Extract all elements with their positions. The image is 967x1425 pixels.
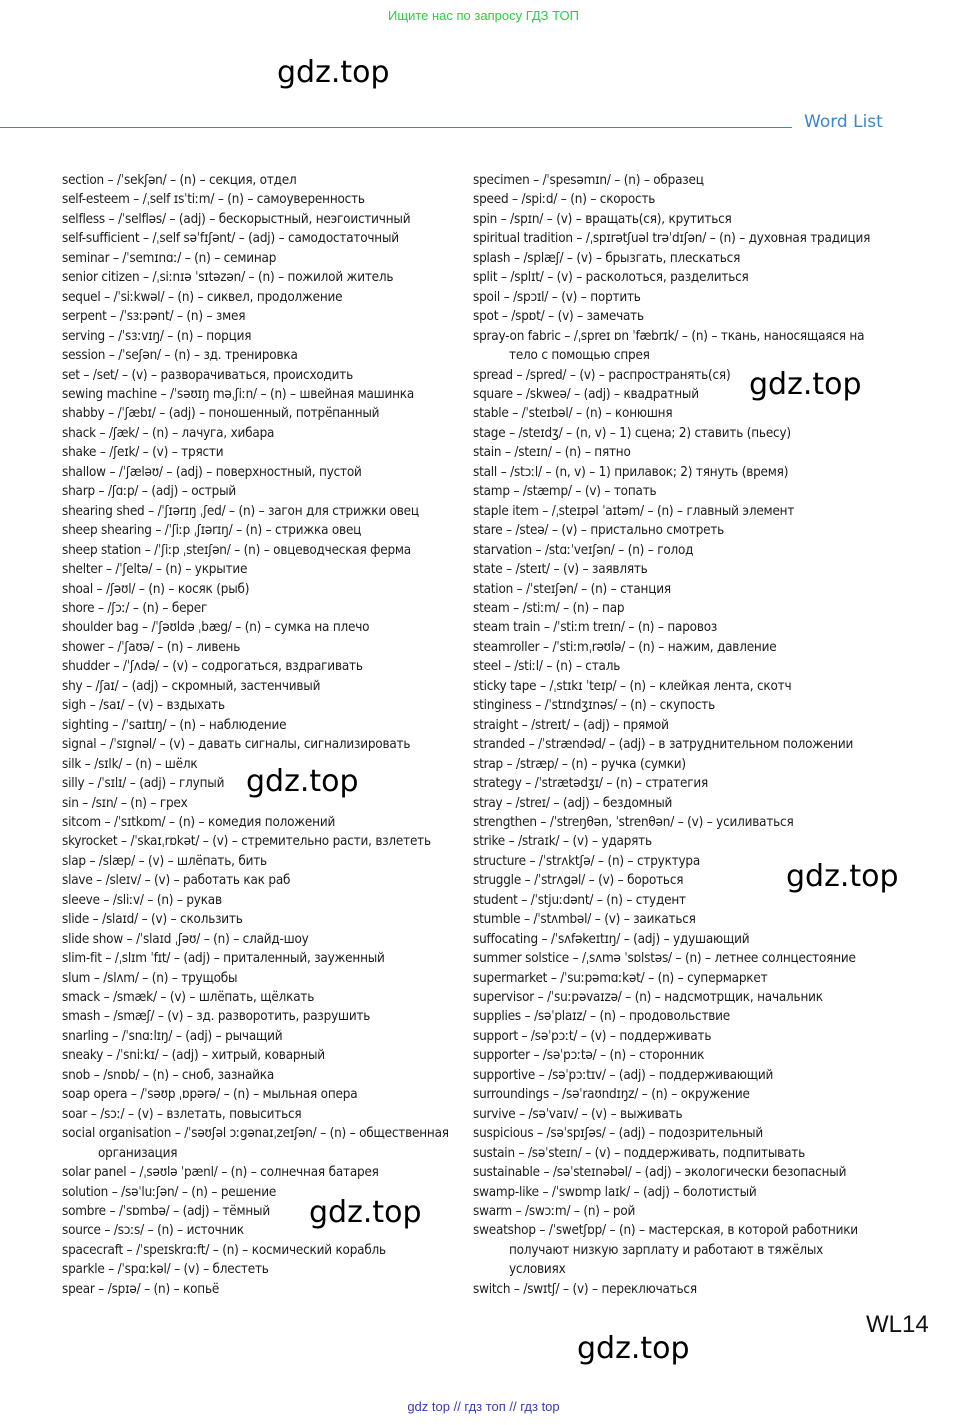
watermark: gdz.top	[577, 1331, 690, 1366]
word-entry: shoal – /ʃəʊl/ – (n) – косяк (рыб)	[62, 581, 250, 597]
word-entry: specimen – /ˈspesəmɪn/ – (n) – образец	[473, 173, 704, 188]
word-entry: spacecraft – /ˈspeɪskrɑːft/ – (n) – космический корабль	[62, 1242, 386, 1258]
word-entry: steam – /stiːm/ – (n) – пар	[473, 600, 625, 616]
word-entry: shoulder bag – /ˈʃəʊldə ˌbæg/ – (n) – сумка на плечо	[62, 620, 370, 636]
word-entry: sparkle – /ˈspɑːkəl/ – (v) – блестеть	[62, 1262, 269, 1278]
word-entry: stamp – /stæmp/ – (v) – топать	[473, 484, 657, 500]
header-divider	[0, 127, 792, 128]
word-entry: shower – /ˈʃaʊə/ – (n) – ливень	[62, 639, 241, 655]
word-entry: slap – /slæp/ – (v) – шлёпать, бить	[62, 853, 267, 869]
word-entry: supporter – /səˈpɔːtə/ – (n) – сторонник	[473, 1048, 705, 1064]
word-entry: stranded – /ˈstrændəd/ – (adj) – в затруднительном положении	[473, 737, 854, 753]
word-entry: sharp – /ʃɑːp/ – (adj) – острый	[62, 484, 237, 500]
word-entry: swarm – /swɔːm/ – (n) – рой	[473, 1204, 636, 1220]
word-entry: sigh – /saɪ/ – (v) – вздыхать	[62, 698, 225, 714]
word-entry: shudder – /ˈʃʌdə/ – (v) – содрогаться, вздрагивать	[62, 659, 363, 675]
word-entry: senior citizen – /ˌsiːnɪə ˈsɪtəzən/ – (n) – пожилой житель	[62, 270, 394, 286]
word-entry: steam train – /ˈstiːm treɪn/ – (n) – паровоз	[473, 620, 718, 636]
watermark: gdz.top	[309, 1195, 422, 1230]
word-entry: shack – /ʃæk/ – (n) – лачуга, хибара	[62, 425, 275, 441]
word-entry: social organisation – /ˈsəʊʃəl ɔːgənaɪˌzeɪʃən/ – (n) – общественная организация	[62, 1126, 449, 1161]
word-entry: supervisor – /ˈsuːpəvaɪzə/ – (n) – надсмотрщик, начальник	[473, 990, 823, 1006]
word-entry: smash – /smæʃ/ – (v) – зд. разворотить, разрушить	[62, 1009, 371, 1025]
word-entry: suspicious – /səˈspɪʃəs/ – (adj) – подозрительный	[473, 1126, 763, 1142]
word-entry: switch – /swɪtʃ/ – (v) – переключаться	[473, 1281, 697, 1297]
word-entry: shabby – /ˈʃæbɪ/ – (adj) – поношенный, потрёпанный	[62, 406, 380, 422]
word-entry: stage – /steɪdʒ/ – (n, v) – 1) сцена; 2) ставить (пьесу)	[473, 425, 791, 441]
word-entry: shake – /ʃeɪk/ – (v) – трясти	[62, 445, 224, 461]
word-entry: shelter – /ˈʃeltə/ – (n) – укрытие	[62, 562, 248, 578]
word-entry: sighting – /ˈsaɪtɪŋ/ – (n) – наблюдение	[62, 717, 287, 733]
word-entry: self-esteem – /ˌself ɪsˈtiːm/ – (n) – самоуверенность	[62, 192, 365, 208]
word-entry: shearing shed – /ˈʃɪərɪŋ ˌʃed/ – (n) – загон для стрижки овец	[62, 503, 419, 519]
word-entry: sheep station – /ˈʃiːp ˌsteɪʃən/ – (n) – овцеводческая ферма	[62, 542, 411, 558]
word-entry: spread – /spred/ – (v) – распространять(ся)	[473, 367, 731, 383]
word-entry: student – /ˈstjuːdənt/ – (n) – студент	[473, 892, 686, 908]
word-entry: supermarket – /ˈsuːpəmɑːkət/ – (n) – супермаркет	[473, 970, 768, 986]
top-banner: Ищите нас по запросу ГДЗ ТОП	[388, 8, 579, 23]
word-entry: smack – /smæk/ – (v) – шлёпать, щёлкать	[62, 990, 315, 1006]
word-entry: sustainable – /səˈsteɪnəbəl/ – (adj) – экологически безопасный	[473, 1165, 847, 1181]
word-entry: sticky tape – /ˌstɪkɪ ˈteɪp/ – (n) – клейкая лента, скотч	[473, 678, 792, 694]
word-entry: signal – /ˈsɪgnəl/ – (v) – давать сигналы, сигнализировать	[62, 737, 411, 753]
word-entry: steamroller – /ˈstiːmˌrəʊlə/ – (n) – нажим, давление	[473, 639, 777, 655]
word-entry: station – /ˈsteɪʃən/ – (n) – станция	[473, 581, 671, 597]
word-list-right-column	[473, 171, 883, 1299]
word-entry: self-sufficient – /ˌself səˈfɪʃənt/ – (adj) – самодостаточный	[62, 231, 399, 247]
word-entry: state – /steɪt/ – (v) – заявлять	[473, 562, 648, 578]
word-entry: slide show – /ˈslaɪd ˌʃəʊ/ – (n) – слайд-шоу	[62, 931, 309, 947]
word-entry: stray – /streɪ/ – (adj) – бездомный	[473, 795, 673, 811]
word-entry: support – /səˈpɔːt/ – (v) – поддерживать	[473, 1028, 712, 1044]
word-entry: sustain – /səˈsteɪn/ – (v) – поддерживать, подпитывать	[473, 1145, 805, 1161]
word-entry: sewing machine – /ˈsəʊɪŋ məˌʃiːn/ – (n) – швейная машинка	[62, 386, 415, 402]
word-entry: snob – /snɒb/ – (n) – сноб, зазнайка	[62, 1067, 275, 1083]
word-entry: stinginess – /ˈstɪndʒɪnəs/ – (n) – скупость	[473, 698, 715, 714]
word-entry: swamp-like – /ˈswɒmp laɪk/ – (adj) – болотистый	[473, 1184, 757, 1200]
section-title: Word List	[804, 112, 883, 132]
word-entry: strategy – /ˈstrætədʒɪ/ – (n) – стратегия	[473, 776, 709, 792]
word-entry: slide – /slaɪd/ – (v) – скользить	[62, 912, 243, 928]
word-entry: strap – /stræp/ – (n) – ручка (сумки)	[473, 756, 686, 772]
footer-links: gdz top // гдз топ // гдз top	[407, 1399, 560, 1414]
word-entry: selfless – /ˈselfləs/ – (adj) – бескорыстный, неэгоистичный	[62, 211, 411, 227]
word-entry: serving – /ˈsɜːvɪŋ/ – (n) – порция	[62, 328, 252, 344]
word-entry: stall – /stɔːl/ – (n, v) – 1) прилавок; 2) тянуть (время)	[473, 464, 789, 480]
word-entry: solution – /səˈluːʃən/ – (n) – решение	[62, 1184, 277, 1200]
word-list-left-column	[62, 171, 462, 1299]
word-entry: spiritual tradition – /ˌspɪrətʃuəl trəˈdɪʃən/ – (n) – духовная традиция	[473, 231, 871, 247]
word-entry: speed – /spiːd/ – (n) – скорость	[473, 192, 656, 208]
word-entry: steel – /stiːl/ – (n) – сталь	[473, 659, 621, 675]
word-entry: survive – /səˈvaɪv/ – (v) – выживать	[473, 1106, 683, 1122]
word-entry: structure – /ˈstrʌktʃə/ – (n) – структура	[473, 853, 701, 869]
watermark: gdz.top	[786, 859, 899, 894]
word-entry: splash – /splæʃ/ – (v) – брызгать, плескаться	[473, 250, 741, 266]
word-entry: stumble – /ˈstʌmbəl/ – (v) – заикаться	[473, 912, 696, 928]
word-entry: source – /sɔːs/ – (n) – источник	[62, 1223, 244, 1239]
word-entry: sin – /sɪn/ – (n) – грех	[62, 795, 188, 811]
word-entry: silly – /ˈsɪlɪ/ – (adj) – глупый	[62, 776, 225, 792]
word-entry: silk – /sɪlk/ – (n) – шёлк	[62, 756, 198, 772]
word-entry: square – /skweə/ – (adj) – квадратный	[473, 386, 699, 402]
word-entry: slave – /sleɪv/ – (v) – работать как раб	[62, 873, 291, 889]
word-entry: supportive – /səˈpɔːtɪv/ – (adj) – поддерживающий	[473, 1067, 774, 1083]
word-entry: serpent – /ˈsɜːpənt/ – (n) – змея	[62, 309, 246, 325]
word-entry: shore – /ʃɔː/ – (n) – берег	[62, 600, 208, 616]
word-entry: sitcom – /ˈsɪtkɒm/ – (n) – комедия положений	[62, 814, 336, 830]
page-number: WL14	[866, 1311, 929, 1338]
word-entry: slum – /slʌm/ – (n) – трущобы	[62, 970, 238, 986]
word-entry: stain – /steɪn/ – (n) – пятно	[473, 445, 631, 461]
word-entry: session – /ˈseʃən/ – (n) – зд. тренировка	[62, 348, 298, 364]
word-entry: sleeve – /sliːv/ – (n) – рукав	[62, 892, 222, 908]
word-entry: straight – /streɪt/ – (adj) – прямой	[473, 717, 669, 733]
watermark: gdz.top	[749, 367, 862, 402]
word-entry: seminar – /ˈsemɪnɑː/ – (n) – семинар	[62, 250, 277, 266]
word-entry: spear – /spɪə/ – (n) – копьё	[62, 1281, 220, 1297]
word-entry: spray-on fabric – /ˌspreɪ ɒn ˈfæbrɪk/ – (n) – ткань, наносящаяся на тело с помощью спрея	[473, 328, 865, 364]
word-entry: sweatshop – /ˈswetʃɒp/ – (n) – мастерская, в которой работники получают низкую зарплату и работают в тяжёлых условиях	[473, 1223, 858, 1278]
word-entry: spot – /spɒt/ – (v) – замечать	[473, 309, 644, 325]
word-entry: sneaky – /ˈsniːkɪ/ – (adj) – хитрый, коварный	[62, 1048, 325, 1064]
word-entry: solar panel – /ˌsəʊlə ˈpænl/ – (n) – солнечная батарея	[62, 1165, 379, 1181]
word-entry: shy – /ʃaɪ/ – (adj) – скромный, застенчивый	[62, 678, 321, 694]
word-entry: soar – /sɔː/ – (v) – взлетать, повыситься	[62, 1106, 302, 1122]
word-entry: skyrocket – /ˈskaɪˌrɒkət/ – (v) – стремительно расти, взлететь	[62, 834, 431, 850]
word-entry: sombre – /ˈsɒmbə/ – (adj) – тёмный	[62, 1204, 270, 1220]
word-entry: struggle – /ˈstrʌgəl/ – (v) – бороться	[473, 873, 684, 889]
word-entry: section – /ˈsekʃən/ – (n) – секция, отдел	[62, 173, 297, 188]
word-entry: surroundings – /səˈraʊndɪŋz/ – (n) – окружение	[473, 1087, 750, 1103]
word-entry: summer solstice – /ˌsʌmə ˈsɒlstəs/ – (n) – летнее солнцестояние	[473, 951, 856, 967]
word-entry: supplies – /səˈplaɪz/ – (n) – продовольствие	[473, 1009, 730, 1025]
word-entry: sequel – /ˈsiːkwəl/ – (n) – сиквел, продолжение	[62, 289, 343, 305]
word-entry: set – /set/ – (v) – разворачиваться, происходить	[62, 367, 354, 383]
word-entry: spoil – /spɔɪl/ – (v) – портить	[473, 289, 641, 305]
word-entry: split – /splɪt/ – (v) – расколоться, разделиться	[473, 270, 749, 286]
word-entry: shallow – /ˈʃæləʊ/ – (adj) – поверхностный, пустой	[62, 464, 362, 480]
word-entry: stable – /ˈsteɪbəl/ – (n) – конюшня	[473, 406, 673, 422]
word-entry: sheep shearing – /ˈʃiːp ˌʃɪərɪŋ/ – (n) – стрижка овец	[62, 523, 362, 539]
word-entry: strengthen – /ˈstreŋθən, ˈstrenθən/ – (v) – усиливаться	[473, 814, 794, 830]
word-entry: spin – /spɪn/ – (v) – вращать(ся), крутиться	[473, 211, 732, 227]
watermark: gdz.top	[277, 55, 390, 90]
word-entry: staple item – /ˌsteɪpəl ˈaɪtəm/ – (n) – главный элемент	[473, 503, 795, 519]
watermark: gdz.top	[246, 764, 359, 799]
word-entry: snarling – /ˈsnɑːlɪŋ/ – (adj) – рычащий	[62, 1028, 283, 1044]
word-entry: slim-fit – /ˌslɪm ˈfɪt/ – (adj) – приталенный, зауженный	[62, 951, 385, 967]
word-entry: suffocating – /ˈsʌfəkeɪtɪŋ/ – (adj) – удушающий	[473, 931, 750, 947]
word-entry: stare – /steə/ – (v) – пристально смотреть	[473, 523, 725, 539]
word-entry: starvation – /stɑːˈveɪʃən/ – (n) – голод	[473, 542, 694, 558]
word-entry: strike – /straɪk/ – (v) – ударять	[473, 834, 652, 850]
word-entry: soap opera – /ˈsəʊp ˌɒpərə/ – (n) – мыльная опера	[62, 1087, 358, 1103]
